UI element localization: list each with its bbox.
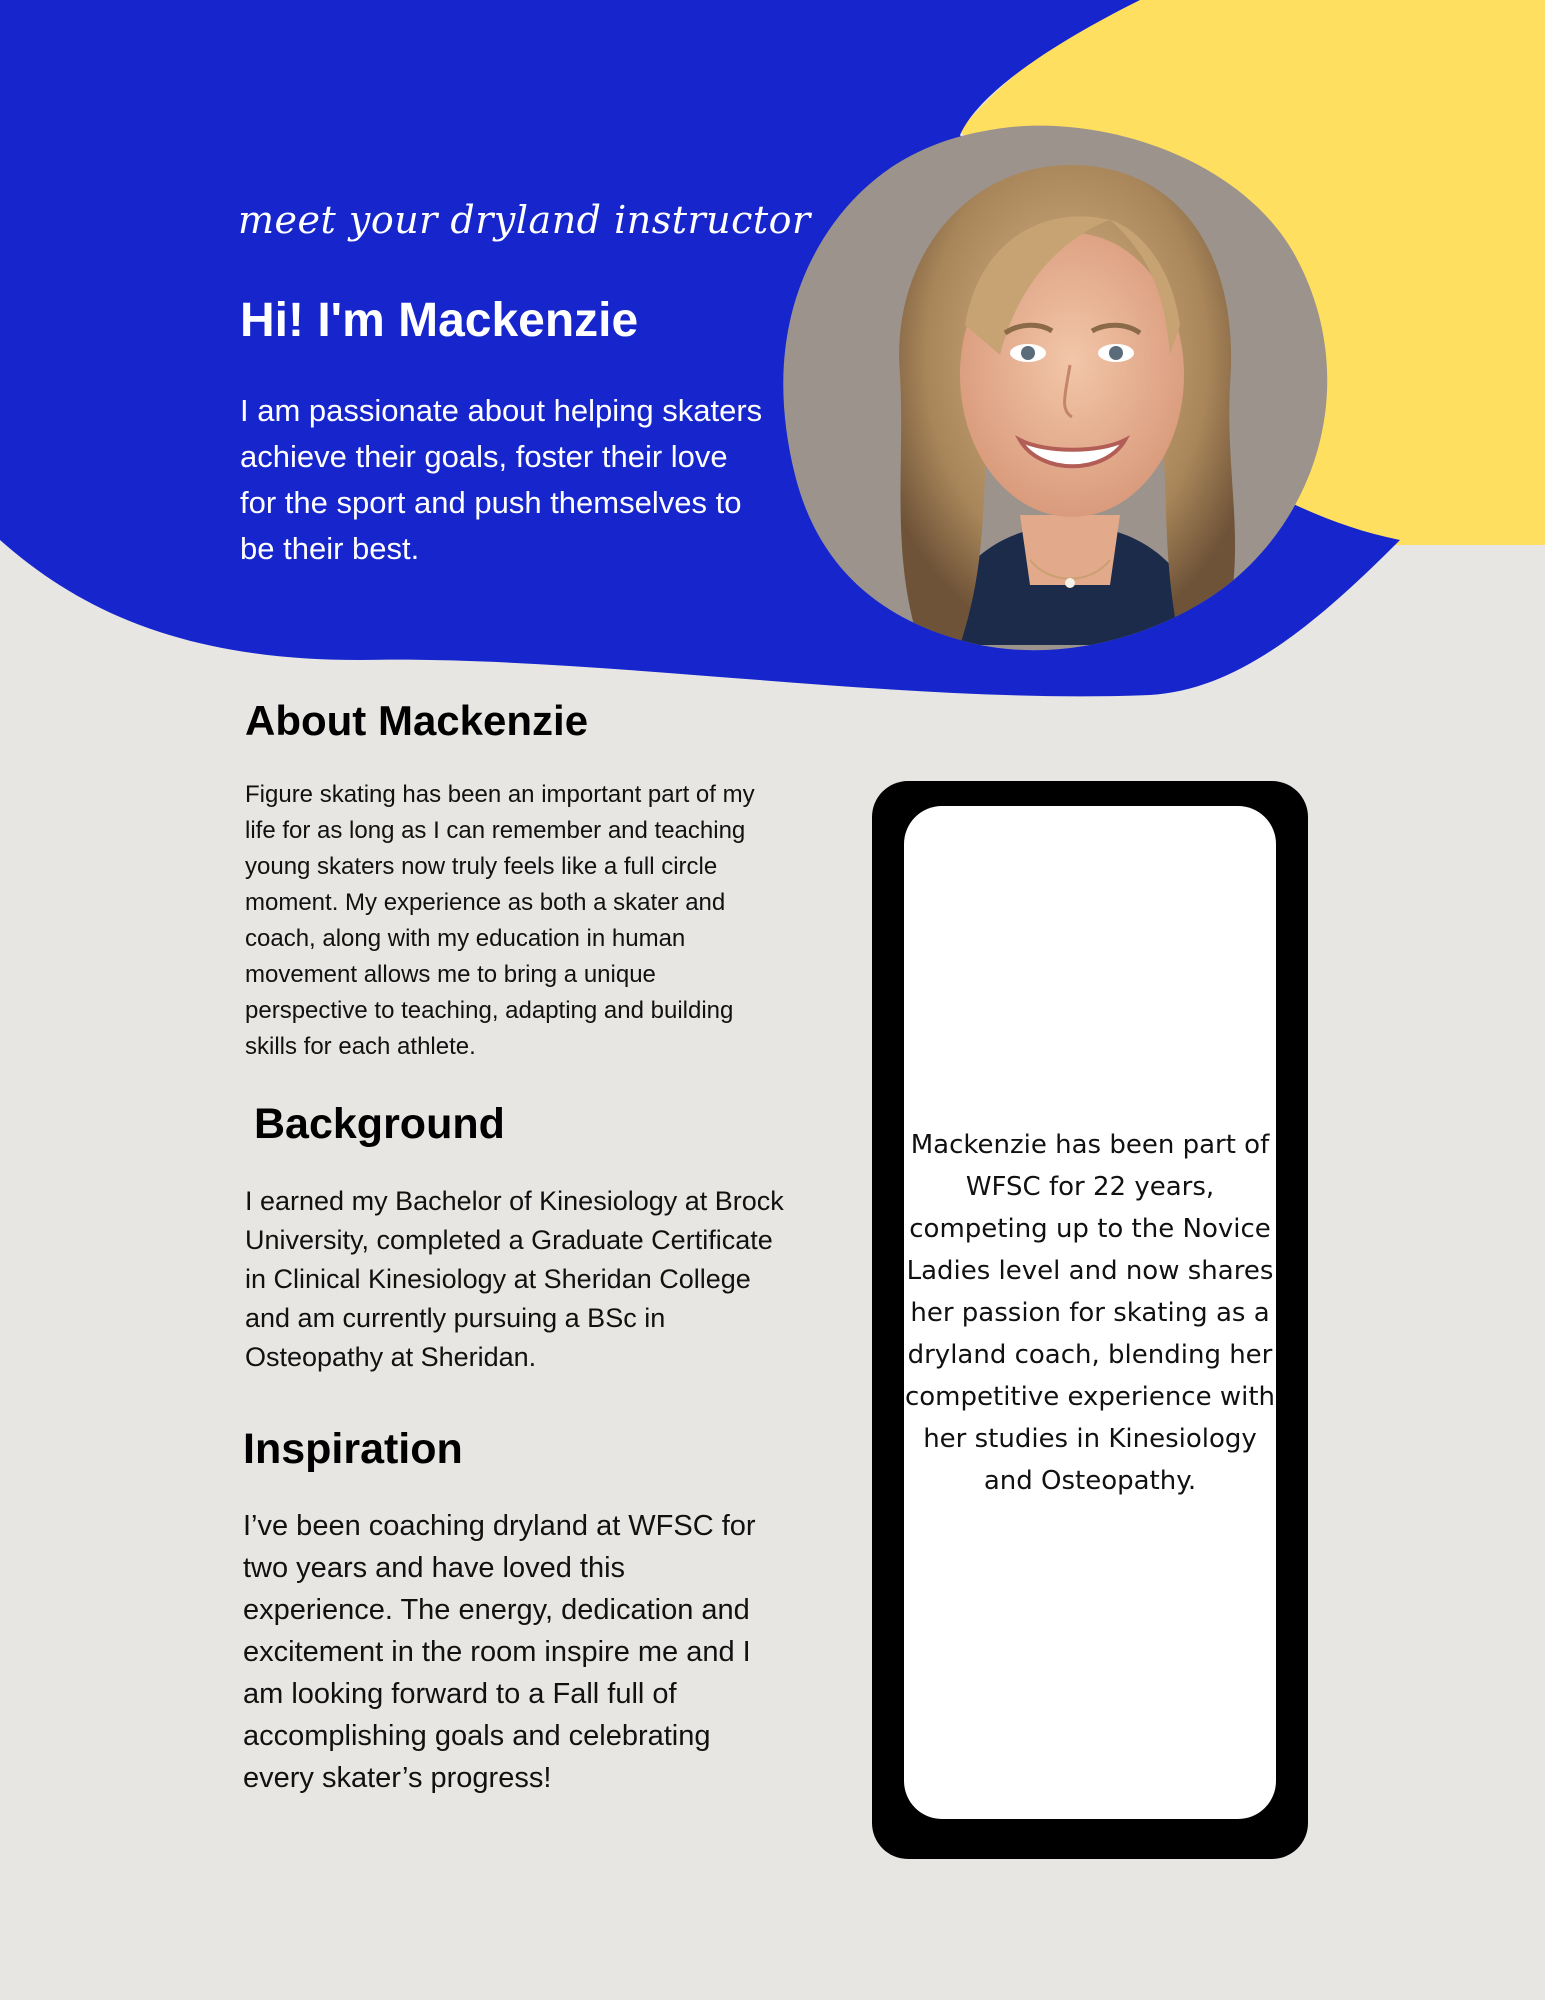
about-section-text: Figure skating has been an important part of my life for as long as I can remember and teaching young skaters now truly feels like a full circle moment. My experience as both a skater and coach, along with my education in human movement allows me to bring a unique perspective to teaching, adapting and building skills for each athlete.	[245, 781, 755, 1060]
background-section-text: I earned my Bachelor of Kinesiology at Brock University, completed a Graduate Certificate in Clinical Kinesiology at Sheridan College and am currently pursuing a BSc in Osteopathy at Sheridan.	[245, 1186, 784, 1372]
hero-title: Hi! I'm Mackenzie	[240, 294, 639, 347]
inspiration-section-text: I’ve been coaching dryland at WFSC for two years and have loved this experience. The energy, dedication and excitement in the room inspire me and I am looking forward to a Fall full of accomplishing goals and celebrating every skater’s progress!	[243, 1510, 756, 1794]
inspiration-section-title: Inspiration	[243, 1425, 463, 1473]
background-section-title: Background	[254, 1100, 505, 1148]
hero-description: I am passionate about helping skaters achieve their goals, foster their love for the sport and push themselves to be their best.	[240, 393, 763, 566]
phone-frame-card	[872, 781, 1308, 1859]
about-section-title: About Mackenzie	[245, 697, 589, 744]
tagline: meet your dryland instructor	[238, 198, 811, 242]
instructor-portrait-photo	[780, 125, 1340, 660]
phone-card-text: Mackenzie has been part of WFSC for 22 years, competing up to the Novice Ladies level and now shares her passion for skating as a dryland coach, blending her competitive experience with her studies in Kinesiology and Osteopathy.	[904, 1129, 1276, 1496]
phone-screen	[904, 806, 1276, 1819]
